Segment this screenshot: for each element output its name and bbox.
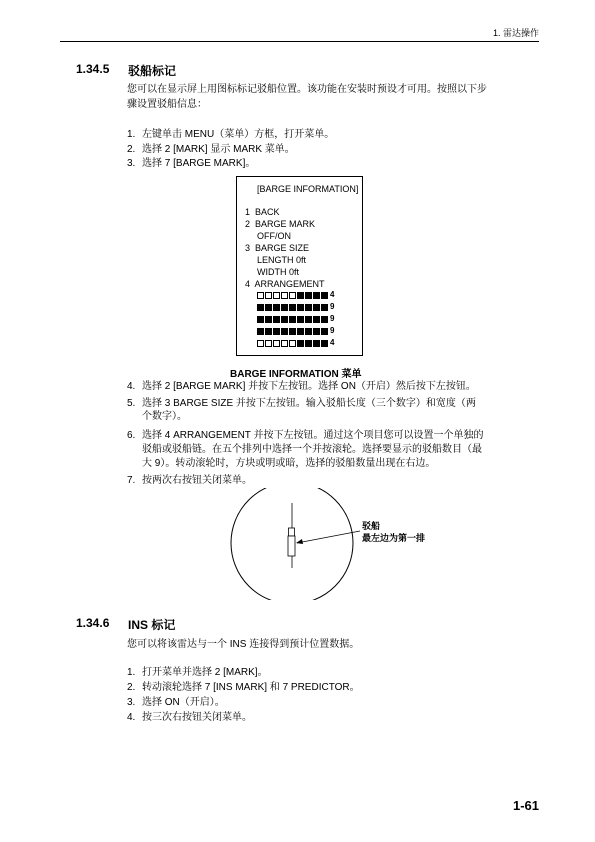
ins-step-3 <box>127 696 225 709</box>
arrangement-row[interactable] <box>257 302 334 312</box>
section-number-2: 1.34.6 <box>76 616 110 630</box>
step-4 <box>127 380 476 393</box>
step-1 <box>127 128 334 141</box>
barge-count: 9 <box>330 326 335 335</box>
section-title-2: INS 标记 <box>128 618 176 632</box>
barge-cell-filled <box>281 304 288 311</box>
barge-cell-filled <box>321 316 328 323</box>
barge-cell-filled <box>289 304 296 311</box>
step-7 <box>127 474 252 487</box>
barge-cell-filled <box>297 328 304 335</box>
barge-cell-filled <box>257 304 264 311</box>
barge-cell-filled <box>313 340 320 347</box>
ins-intro: 您可以将该雷达与一个 INS 连接得到预计位置数据。 <box>127 639 360 650</box>
section-title: 驳船标记 <box>128 64 177 78</box>
page-number: 1-61 <box>512 798 539 813</box>
step-3 <box>127 157 255 170</box>
barge-label-note: 最左边为第一排 <box>362 533 426 543</box>
barge-cell-empty <box>273 292 280 299</box>
barge-cell-filled <box>305 340 312 347</box>
arrangement-row[interactable] <box>257 326 334 336</box>
step-text: 选择 ON（开启）。 <box>142 697 225 708</box>
step-text: 打开菜单并选择 2 [MARK]。 <box>142 667 268 678</box>
barge-cell-filled <box>289 328 296 335</box>
step-number: 7. <box>127 475 136 486</box>
menu-title: [BARGE INFORMATION] <box>257 184 359 194</box>
barge-mark-value: OFF/ON <box>257 231 291 241</box>
barge-cell-empty <box>281 340 288 347</box>
step-number: 1. <box>127 667 136 678</box>
step-text: 选择 3 BARGE SIZE 并按下左按钮。输入驳船长度（三个数字）和宽度（两 <box>142 398 476 409</box>
step-5-continued: 个数字）。 <box>142 411 187 422</box>
barge-cell-filled <box>273 316 280 323</box>
barge-cell-filled <box>321 292 328 299</box>
running-header: 1. 雷达操作 <box>492 28 539 38</box>
barge-cell-empty <box>281 292 288 299</box>
barge-cell-filled <box>265 316 272 323</box>
step-number: 4. <box>127 712 136 723</box>
step-6-continued-1: 驳船或驳船链。在五个排列中选择一个并按滚轮。选择要显示的驳船数目（最 <box>142 444 482 455</box>
barge-count: 4 <box>330 338 335 347</box>
step-number: 2. <box>127 144 136 155</box>
barge-cell-filled <box>257 328 264 335</box>
barge-cell-filled <box>321 340 328 347</box>
menu-item-arrangement[interactable]: 4 ARRANGEMENT <box>245 279 325 289</box>
step-text: 转动滚轮选择 7 [INS MARK] 和 7 PREDICTOR。 <box>142 682 360 693</box>
barge-cell-filled <box>313 316 320 323</box>
barge-cell-filled <box>305 304 312 311</box>
barge-cell-filled <box>313 304 320 311</box>
step-text: 选择 4 ARRANGEMENT 并按下左按钮。通过这个项目您可以设置一个单独的 <box>142 430 484 441</box>
barge-cell-filled <box>321 328 328 335</box>
barge-cell-filled <box>321 304 328 311</box>
ins-step-1 <box>127 666 268 679</box>
step-2 <box>127 143 295 156</box>
barge-cell-filled <box>265 328 272 335</box>
barge-count: 9 <box>330 314 335 323</box>
arrangement-row[interactable] <box>257 314 334 324</box>
step-text: 选择 7 [BARGE MARK]。 <box>142 158 256 169</box>
barge-cell-filled <box>297 340 304 347</box>
barge-cell-filled <box>305 292 312 299</box>
barge-cell-filled <box>281 316 288 323</box>
intro-line-2: 骤设置驳船信息： <box>127 99 207 110</box>
step-text: 左键单击 MENU（菜单）方框，打开菜单。 <box>142 129 335 140</box>
barge-cell-filled <box>305 316 312 323</box>
step-text: 选择 2 [BARGE MARK] 并按下左按钮。选择 ON（开启）然后按下左按钮。 <box>142 381 476 392</box>
menu-item-barge-mark[interactable]: 2 BARGE MARK <box>245 219 316 229</box>
barge-information-menu <box>236 176 363 356</box>
step-text: 选择 2 [MARK] 显示 MARK 菜单。 <box>142 144 295 155</box>
barge-cell-filled <box>297 292 304 299</box>
step-number: 2. <box>127 682 136 693</box>
step-number: 5. <box>127 398 136 409</box>
barge-width-value: WIDTH 0ft <box>257 267 299 277</box>
intro-line-1: 您可以在显示屏上用图标标记驳船位置。该功能在安装时预设才可用。按照以下步 <box>127 84 487 95</box>
barge-cell-filled <box>281 328 288 335</box>
barge-cell-filled <box>273 304 280 311</box>
barge-label: 驳船 <box>362 521 381 531</box>
step-number: 1. <box>127 129 136 140</box>
barge-cell-empty <box>273 340 280 347</box>
step-number: 3. <box>127 158 136 169</box>
barge-cell-empty <box>265 340 272 347</box>
barge-cell-filled <box>257 316 264 323</box>
barge-cell-filled <box>313 292 320 299</box>
barge-cell-empty <box>289 292 296 299</box>
step-6-continued-2: 大 9）。转动滚轮时，方块或明或暗，选择的驳船数量出现在右边。 <box>142 458 436 469</box>
step-number: 4. <box>127 381 136 392</box>
barge-cell-filled <box>305 328 312 335</box>
step-5 <box>127 397 476 410</box>
barge-cell-filled <box>273 328 280 335</box>
barge-cell-filled <box>289 316 296 323</box>
ins-step-2 <box>127 681 360 694</box>
barge-cell-filled <box>313 328 320 335</box>
barge-cell-filled <box>297 304 304 311</box>
barge-length-value: LENGTH 0ft <box>257 255 307 265</box>
barge-cell-filled <box>265 304 272 311</box>
step-text: 按三次右按钮关闭菜单。 <box>142 712 252 723</box>
step-number: 6. <box>127 430 136 441</box>
barge-mark-icon <box>289 528 295 536</box>
barge-cell-empty <box>289 340 296 347</box>
section-number: 1.34.5 <box>76 62 110 76</box>
own-ship-icon <box>288 536 295 556</box>
step-number: 3. <box>127 697 136 708</box>
header-rule <box>60 41 539 42</box>
radar-barge-diagram <box>230 488 360 600</box>
menu-item-back[interactable]: 1 BACK <box>245 207 280 217</box>
barge-count: 9 <box>330 302 335 311</box>
step-text: 按两次右按钮关闭菜单。 <box>142 475 252 486</box>
barge-count: 4 <box>330 290 335 299</box>
step-6 <box>127 429 484 442</box>
leader-line <box>297 531 360 543</box>
menu-caption: BARGE INFORMATION 菜单 <box>230 369 362 380</box>
barge-cell-empty <box>257 340 264 347</box>
barge-cell-empty <box>257 292 264 299</box>
menu-item-barge-size[interactable]: 3 BARGE SIZE <box>245 243 310 253</box>
ins-step-4 <box>127 711 252 724</box>
arrangement-row[interactable] <box>257 338 334 348</box>
barge-cell-empty <box>265 292 272 299</box>
arrangement-row[interactable] <box>257 290 334 300</box>
barge-cell-filled <box>297 316 304 323</box>
